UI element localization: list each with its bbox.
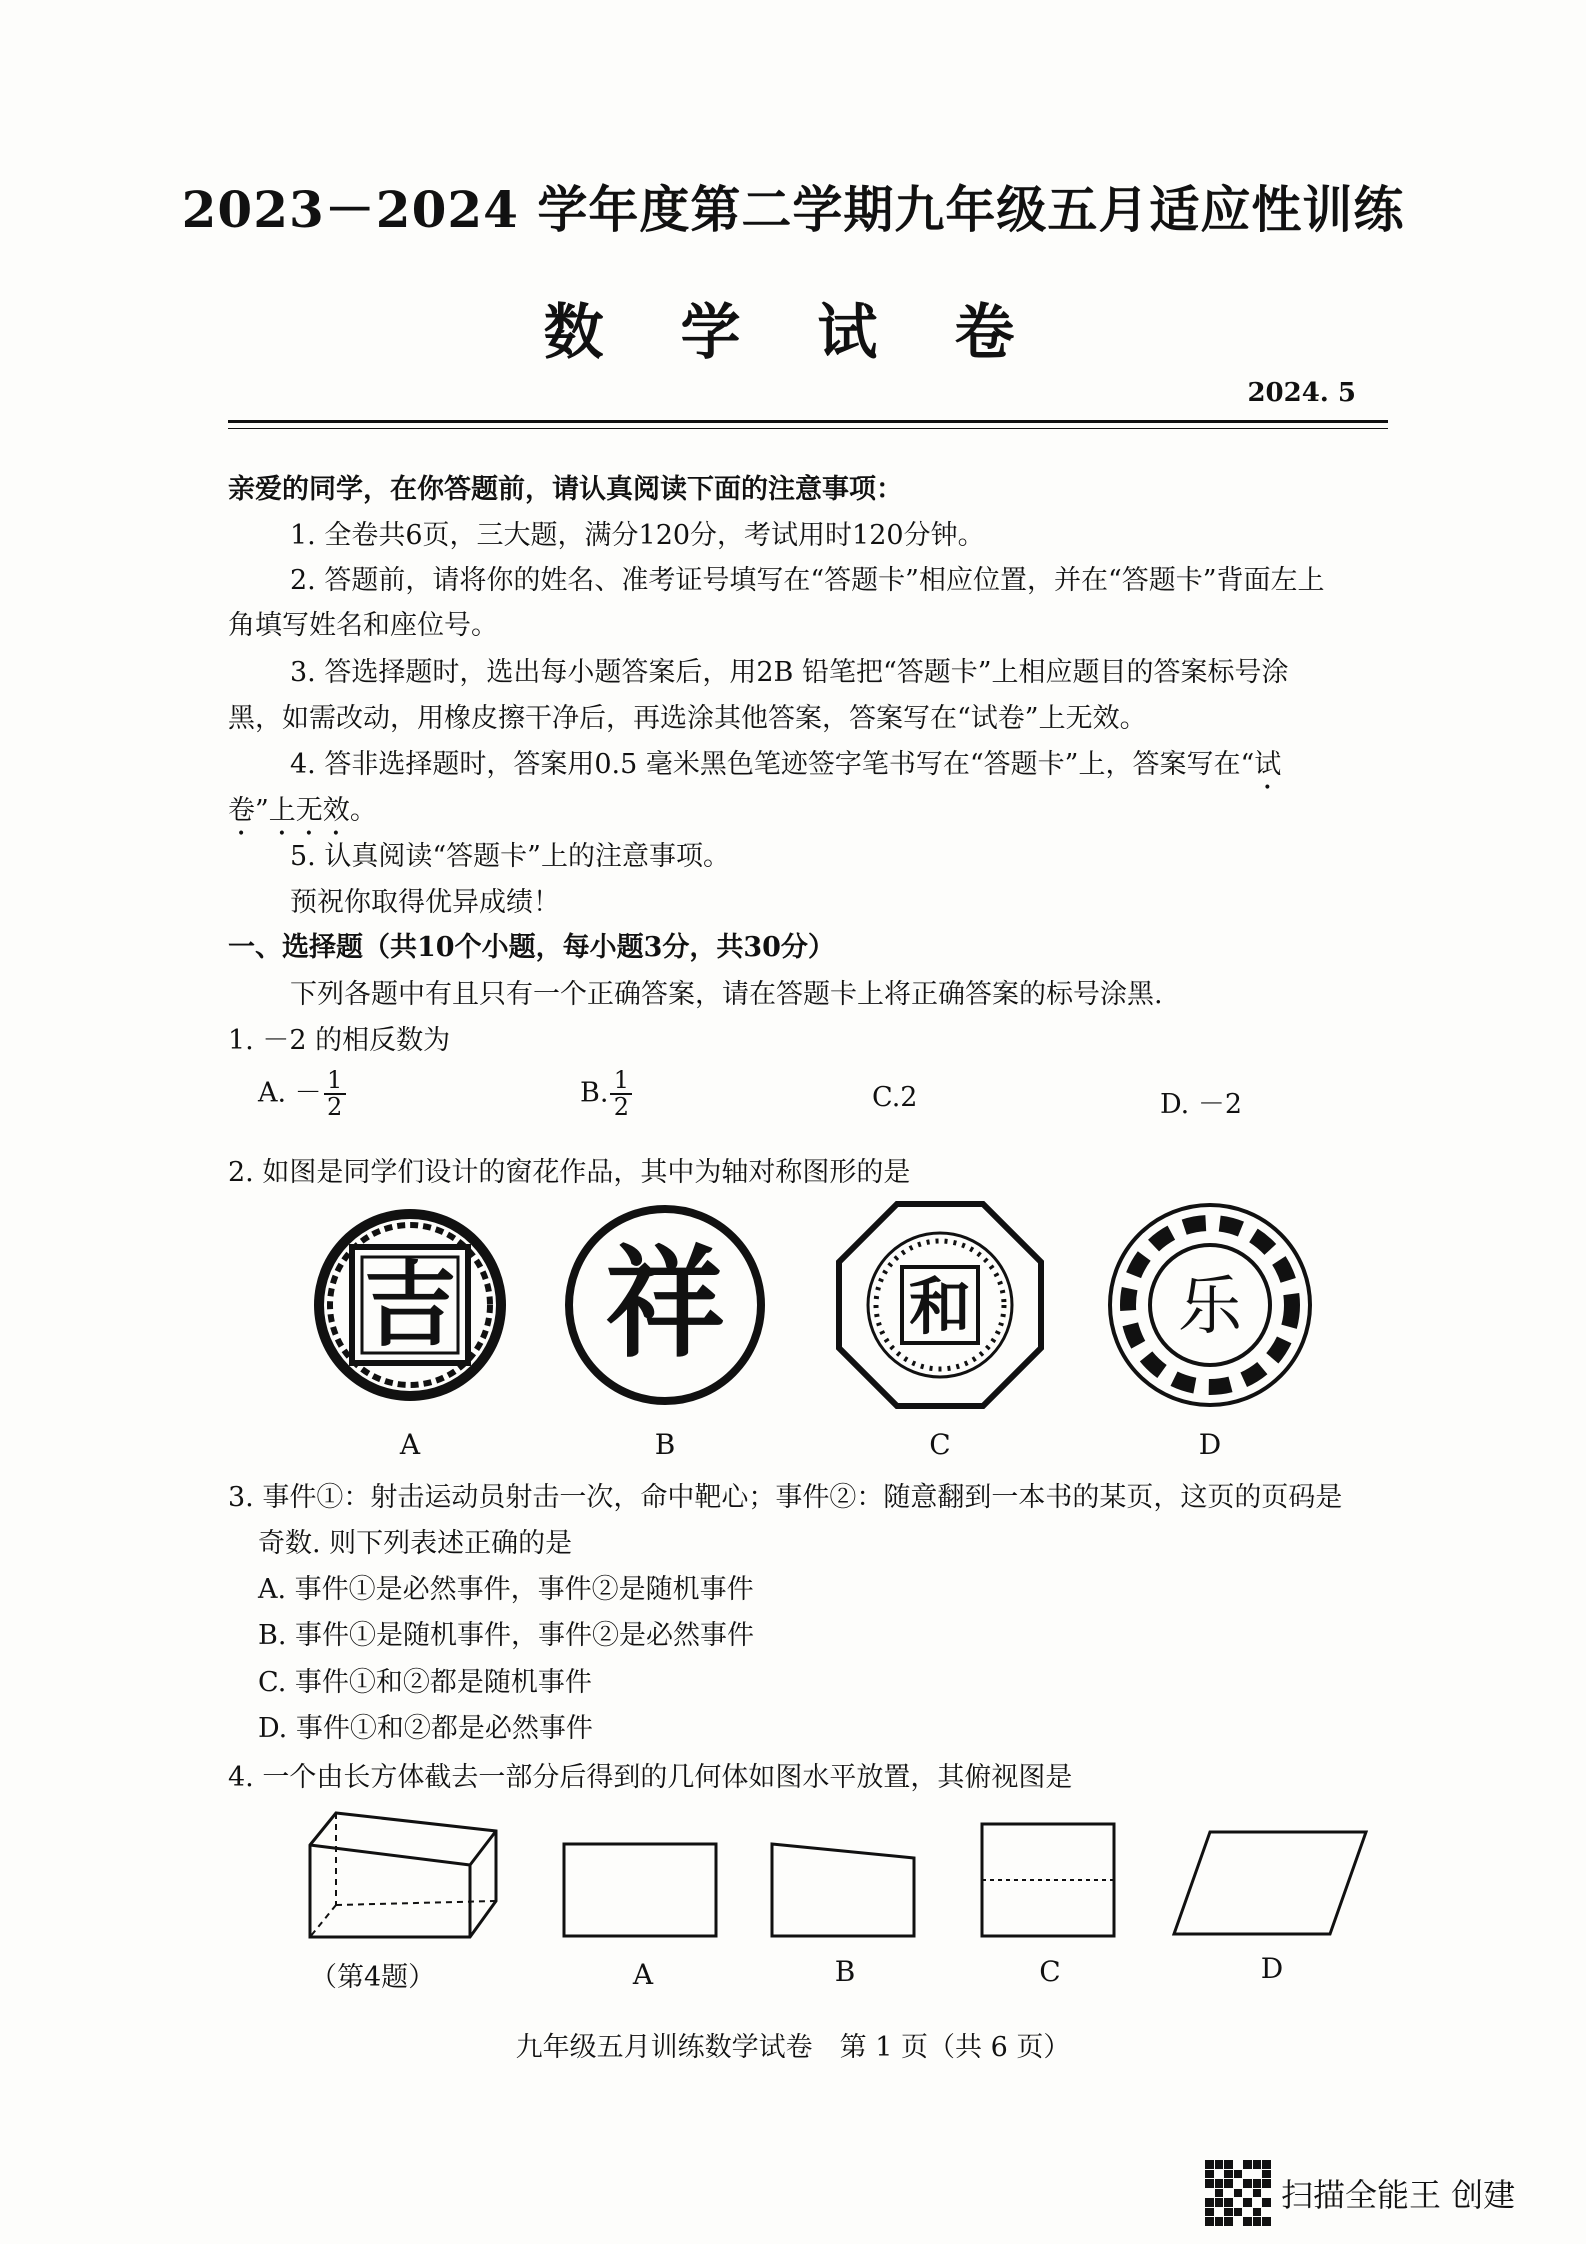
notice-item-3-cont: 黑，如需改动，用橡皮擦干净后，再选涂其他答案，答案写在“试卷”上无效。	[228, 703, 1147, 734]
notice-item-4-emphasis: “试	[1240, 749, 1282, 780]
q1-a-fraction	[324, 1068, 346, 1120]
page-footer: 九年级五月训练数学试卷 第 1 页（共 6 页）	[515, 2032, 1071, 2063]
q4-option-c-figure	[978, 1820, 1118, 1940]
q4-label-b: B	[834, 1955, 856, 1988]
notice-item-2-cont: 角填写姓名和座位号。	[228, 610, 498, 641]
q4-option-a-figure	[560, 1840, 720, 1940]
q4-option-d-figure	[1170, 1828, 1370, 1938]
q1-b-fraction	[610, 1068, 632, 1120]
q4-label-a: A	[632, 1958, 654, 1991]
notice-item-2: 2. 答题前，请将你的姓名、准考证号填写在“答题卡”相应位置，并在“答题卡”背面左上	[290, 565, 1325, 596]
q1-option-d: D. －2	[1160, 1089, 1243, 1120]
notice-item-4	[290, 742, 1281, 796]
q1-b-denominator: 2	[613, 1093, 630, 1122]
q1-a-numerator: 1	[327, 1066, 343, 1094]
q2-figure-d-char: 乐	[1178, 1270, 1242, 1344]
q2-figure-a	[310, 1205, 510, 1405]
q2-figure-c-char: 和	[908, 1270, 972, 1343]
qr-code-icon	[1205, 2160, 1271, 2226]
q2-figure-b-char: 祥	[605, 1235, 725, 1374]
q4-stem: 4. 一个由长方体截去一部分后得到的几何体如图水平放置，其俯视图是	[228, 1762, 1073, 1793]
exam-date: 2024. 5	[1247, 378, 1356, 408]
q1-option-c: C.2	[872, 1082, 918, 1113]
q2-label-d: D	[1198, 1428, 1222, 1461]
q4-label-c: C	[1039, 1955, 1061, 1988]
section-1-heading: 一、选择题（共10个小题，每小题3分，共30分）	[228, 932, 835, 963]
q1-option-a	[258, 1068, 346, 1120]
q1-option-b	[580, 1068, 632, 1120]
notice-item-1: 1. 全卷共6页，三大题，满分120分，考试用时120分钟。	[290, 520, 985, 551]
q3-stem-cont: 奇数. 则下列表述正确的是	[258, 1528, 573, 1559]
notice-item-4-end: 。	[349, 795, 377, 826]
q4-caption: （第4题）	[310, 1962, 436, 1993]
header-rule-thin	[228, 428, 1388, 429]
notice-item-4-text: 4. 答非选择题时，答案用0.5 毫米黑色笔迹签字笔书写在“答题卡”上，答案写在	[290, 749, 1241, 780]
notice-wish: 预祝你取得优异成绩！	[290, 887, 560, 918]
q1-a-denominator: 2	[327, 1093, 343, 1122]
q2-figure-b	[565, 1205, 765, 1405]
q1-a-prefix: A. －	[258, 1077, 322, 1109]
scanner-text: 扫描全能王 创建	[1281, 2176, 1516, 2214]
q2-label-c: C	[929, 1428, 951, 1461]
q2-label-a: A	[399, 1428, 421, 1461]
exam-title: 2023－2024 学年度第二学期九年级五月适应性训练	[181, 180, 1405, 239]
q2-figure-a-char: 吉	[363, 1252, 457, 1359]
q4-option-b-figure	[768, 1840, 918, 1940]
q2-figure-c	[835, 1200, 1045, 1410]
q1-b-numerator: 1	[613, 1066, 630, 1094]
q3-option-a: A. 事件①是必然事件，事件②是随机事件	[258, 1574, 754, 1605]
section-1-instruction: 下列各题中有且只有一个正确答案，请在答题卡上将正确答案的标号涂黑.	[290, 979, 1163, 1010]
q3-option-b: B. 事件①是随机事件，事件②是必然事件	[258, 1620, 755, 1651]
q3-stem: 3. 事件①：射击运动员射击一次，命中靶心；事件②：随意翻到一本书的某页，这页的页码是	[228, 1482, 1343, 1513]
q1-b-prefix: B.	[580, 1077, 609, 1109]
notice-intro: 亲爱的同学，在你答题前，请认真阅读下面的注意事项：	[228, 474, 903, 505]
notice-item-3: 3. 答选择题时，选出每小题答案后，用2B 铅笔把“答题卡”上相应题目的答案标号涂	[290, 657, 1289, 688]
notice-item-4-emphasis-cont: 卷”上无效	[228, 795, 350, 826]
header-rule-thick	[228, 420, 1388, 423]
q4-label-d: D	[1260, 1952, 1284, 1985]
q2-label-b: B	[654, 1428, 676, 1461]
q1-stem: 1. －2 的相反数为	[228, 1025, 451, 1056]
scanner-watermark	[1205, 2160, 1515, 2226]
notice-item-5: 5. 认真阅读“答题卡”上的注意事项。	[290, 841, 730, 872]
q2-figure-d	[1105, 1200, 1315, 1410]
exam-subtitle: 数 学 试 卷	[543, 298, 1043, 368]
q3-option-d: D. 事件①和②都是必然事件	[258, 1713, 593, 1744]
q4-solid-figure	[300, 1805, 500, 1945]
q2-stem: 2. 如图是同学们设计的窗花作品，其中为轴对称图形的是	[228, 1157, 911, 1188]
q3-option-c: C. 事件①和②都是随机事件	[258, 1667, 592, 1698]
